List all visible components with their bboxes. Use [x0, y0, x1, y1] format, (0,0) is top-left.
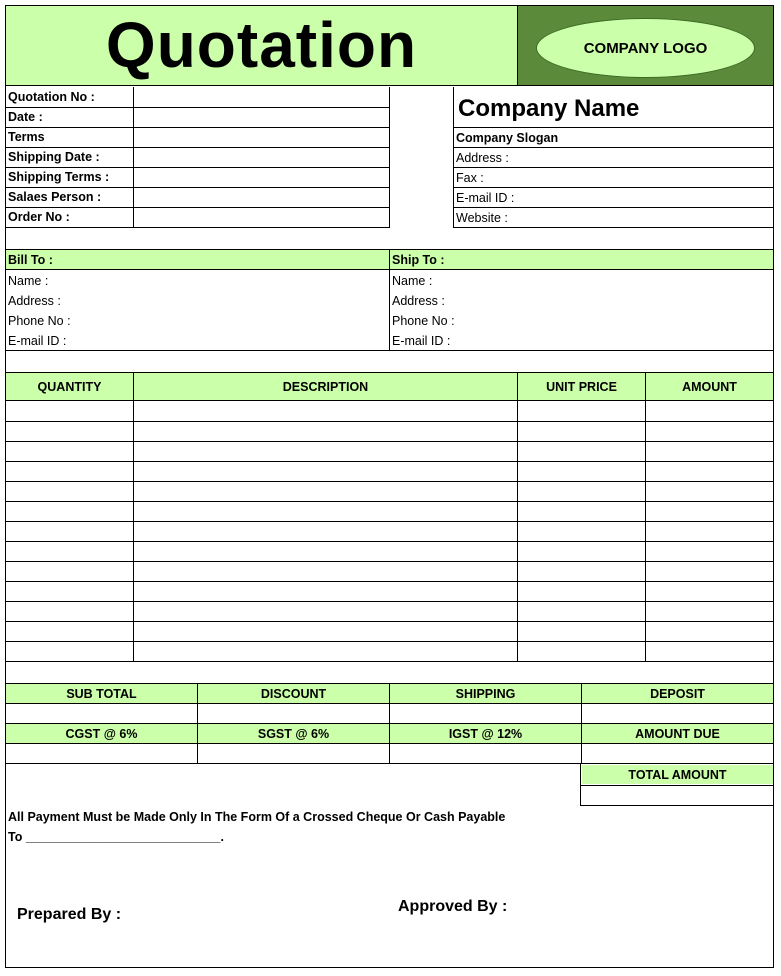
company-name: Company Name: [458, 95, 640, 122]
table-row[interactable]: [5, 621, 774, 622]
cgst-label: CGST @ 6%: [65, 727, 138, 741]
table-row[interactable]: [5, 541, 774, 542]
table-row[interactable]: [5, 501, 774, 502]
terms-field[interactable]: [134, 128, 389, 147]
shipping-terms-label: Shipping Terms :: [8, 170, 110, 184]
table-row[interactable]: [5, 461, 774, 462]
table-row[interactable]: [5, 561, 774, 562]
total-amount-field[interactable]: [582, 786, 773, 805]
table-row[interactable]: [5, 441, 774, 442]
bill-to-email: E-mail ID :: [8, 334, 67, 348]
sales-person-label: Salaes Person :: [8, 190, 102, 204]
table-row[interactable]: [5, 601, 774, 602]
sub-total-field[interactable]: [6, 704, 197, 723]
unit-price-column-header: UNIT PRICE: [546, 380, 617, 394]
ship-to-phone: Phone No :: [392, 314, 455, 328]
deposit-field[interactable]: [582, 704, 773, 723]
table-row[interactable]: [5, 421, 774, 422]
table-row[interactable]: [5, 481, 774, 482]
shipping-date-label: Shipping Date :: [8, 150, 100, 164]
shipping-field[interactable]: [390, 704, 581, 723]
ship-to-name: Name :: [392, 274, 433, 288]
company-logo-text: COMPANY LOGO: [583, 40, 708, 57]
quotation-no-label: Quotation No :: [8, 90, 95, 104]
date-field[interactable]: [134, 108, 389, 127]
deposit-label: DEPOSIT: [650, 687, 705, 701]
total-amount-label: TOTAL AMOUNT: [628, 768, 727, 782]
company-email-label: E-mail ID :: [456, 191, 515, 205]
amount-due-field[interactable]: [582, 744, 773, 763]
order-no-label: Order No :: [8, 210, 70, 224]
company-fax-label: Fax :: [456, 171, 484, 185]
company-address-label: Address :: [456, 151, 509, 165]
sgst-field[interactable]: [198, 744, 389, 763]
date-label: Date :: [8, 110, 43, 124]
shipping-terms-field[interactable]: [134, 168, 389, 187]
table-row[interactable]: [5, 581, 774, 582]
company-slogan: Company Slogan: [456, 131, 559, 145]
table-row[interactable]: [5, 521, 774, 522]
quotation-no-field[interactable]: [134, 88, 389, 107]
bill-to-name: Name :: [8, 274, 49, 288]
bill-to-title: Bill To :: [8, 253, 53, 267]
company-website-label: Website :: [456, 211, 508, 225]
igst-label: IGST @ 12%: [448, 727, 523, 741]
quantity-column-header: QUANTITY: [37, 380, 102, 394]
discount-label: DISCOUNT: [260, 687, 327, 701]
ship-to-email: E-mail ID :: [392, 334, 451, 348]
shipping-date-field[interactable]: [134, 148, 389, 167]
igst-field[interactable]: [390, 744, 581, 763]
ship-to-address: Address :: [392, 294, 445, 308]
amount-due-label: AMOUNT DUE: [635, 727, 720, 741]
sgst-label: SGST @ 6%: [257, 727, 330, 741]
discount-field[interactable]: [198, 704, 389, 723]
bill-to-phone: Phone No :: [8, 314, 71, 328]
payment-note-line-2: To ____________________________.: [8, 830, 224, 844]
sales-person-field[interactable]: [134, 188, 389, 207]
shipping-label: SHIPPING: [455, 687, 516, 701]
order-no-field[interactable]: [134, 208, 389, 227]
amount-column-header: AMOUNT: [682, 380, 737, 394]
table-row[interactable]: [5, 661, 774, 662]
description-column-header: DESCRIPTION: [282, 380, 369, 394]
terms-label: Terms: [8, 130, 45, 144]
approved-by-label: Approved By :: [398, 898, 508, 915]
payment-note-line-1: All Payment Must be Made Only In The Form Of a Crossed Cheque Or Cash Payable: [8, 810, 506, 824]
table-row[interactable]: [5, 641, 774, 642]
company-logo: [536, 18, 755, 78]
sub-total-label: SUB TOTAL: [66, 687, 137, 701]
prepared-by-label: Prepared By :: [17, 906, 122, 923]
cgst-field[interactable]: [6, 744, 197, 763]
ship-to-title: Ship To :: [392, 253, 445, 267]
page-title: Quotation: [105, 9, 418, 81]
bill-to-address: Address :: [8, 294, 61, 308]
